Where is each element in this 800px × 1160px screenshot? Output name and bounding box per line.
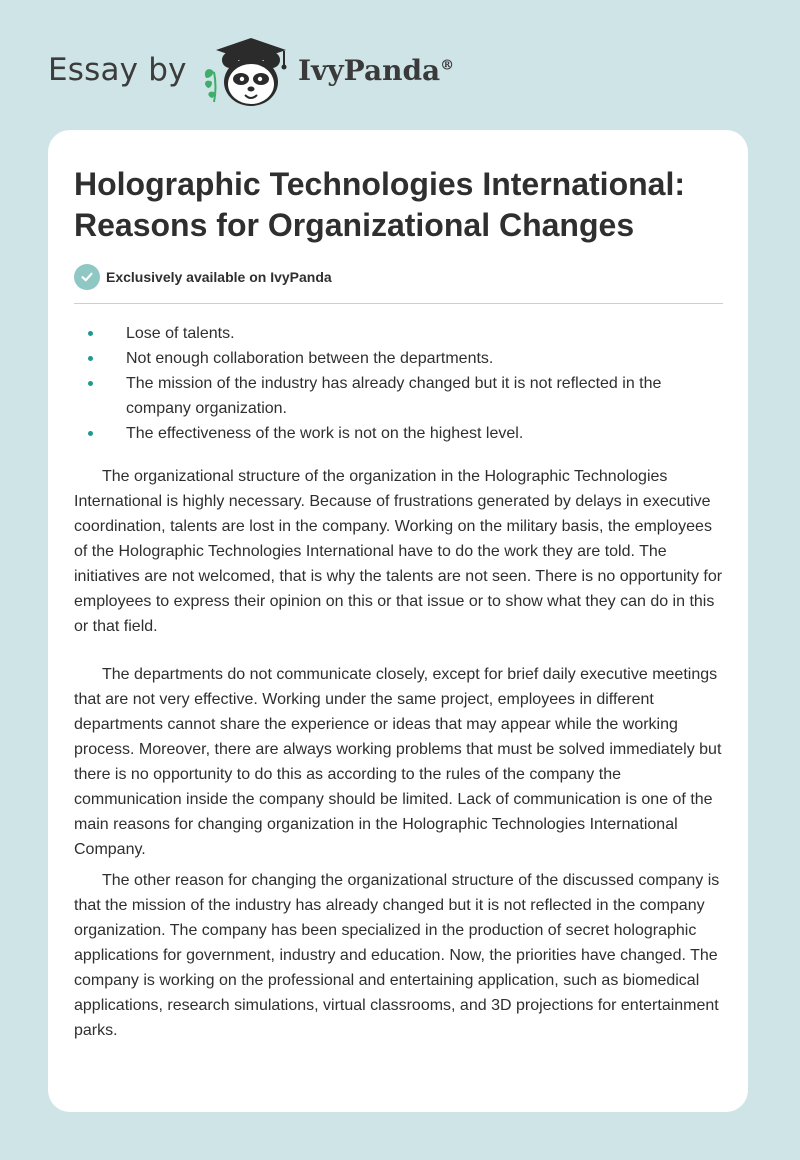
- list-item: [74, 371, 714, 421]
- bullet-dot-icon: [88, 331, 93, 336]
- bullet-dot-icon: [88, 356, 93, 361]
- body-paragraph: The organizational structure of the organization in the Holographic Technologies International is highly necessary. Because of frustrations generated by delays in executive coordination, talents are lost in the company. Working on the military basis, the employees of the Holographic Technologies International have to do the work they are told. The initiatives are not welcomed, that is why the talents are not seen. There is no opportunity for employees to express their opinion on this or that issue or to show what they can do in this or that field.: [74, 468, 723, 635]
- essay-by-label: Essay by: [48, 52, 187, 88]
- list-item-text: Not enough collaboration between the departments.: [126, 350, 494, 367]
- list-item: [74, 346, 714, 371]
- brand-name: IvyPanda®: [298, 54, 455, 87]
- body-paragraph: The departments do not communicate closely, except for brief daily executive meetings that are not very effective. Working under the same project, employees in different departments cannot share the experience or ideas that may appear while the working process. Moreover, there are always working problems that must be solved immediately but there is no opportunity to do this as according to the rules of the company the communication inside the company should be limited. Lack of communication is one of the main reasons for changing organization in the Holographic Technologies International Company.: [74, 666, 722, 858]
- divider: [74, 303, 723, 304]
- essay-card: [48, 130, 748, 1112]
- exclusive-badge-label: Exclusively available on IvyPanda: [106, 269, 332, 285]
- registered-mark: ®: [440, 57, 455, 74]
- list-item-text: Lose of talents.: [126, 325, 235, 342]
- panda-graduate-logo-icon: [200, 34, 296, 110]
- bullet-dot-icon: [88, 431, 93, 436]
- list-item: [74, 421, 714, 446]
- list-item: [74, 321, 714, 346]
- body-paragraph: The other reason for changing the organizational structure of the discussed company is that the mission of the industry has already changed but it is not reflected in the company organization. The company has been specialized in the production of secret holographic applications for government, industry and education. Now, the priorities have changed. The company is working on the professional and entertaining application, such as biomedical applications, research simulations, virtual classrooms, and 3D projections for entertainment parks.: [74, 872, 720, 1039]
- list-item-text: The mission of the industry has already changed but it is not reflected in the company organization.: [126, 375, 662, 417]
- brand-header[interactable]: [48, 34, 488, 114]
- reasons-list: [74, 321, 714, 446]
- exclusive-badge: [74, 263, 332, 291]
- list-item-text: The effectiveness of the work is not on the highest level.: [126, 425, 524, 442]
- bullet-dot-icon: [88, 381, 93, 386]
- essay-title: Holographic Technologies International: Reasons for Organizational Changes: [74, 166, 685, 243]
- check-icon: [74, 264, 100, 290]
